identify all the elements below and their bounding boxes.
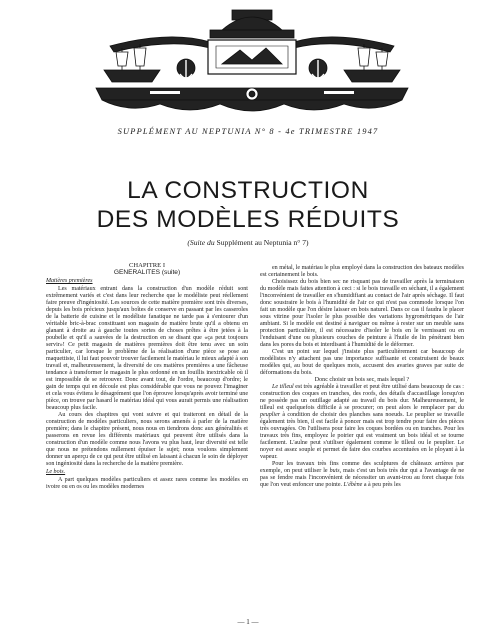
chapter-title: GENERALITES (suite) xyxy=(113,269,181,277)
emphasis: du peuplier xyxy=(260,405,464,419)
emphasis: Le tilleul xyxy=(272,384,294,391)
running-head: SUPPLÉMENT AU NEPTUNIA N° 8 - 4e TRIMESTRE 1947 xyxy=(117,127,379,136)
subtitle xyxy=(0,238,496,247)
chapter-number: CHAPITRE I xyxy=(128,262,166,269)
paragraph: Choisissez du bois bien sec ne risquant pas de travailler après la terminaison du modèle mais faites attention à ceci : si le bois travaille en séchant, il a également l'inconvénient de travailler en s'humidifiant au contact de l'air après séchage. Il faut donc soustraire le bois à l'humidité de l'air ce qui n'est pas commode lorsque l'on fait un modèle que l'on désire laisser en bois naturel. Dans ce cas il faudra le placer sous vitrine pour l'isoler le plus possible des variations hygrométriques de l'air ambiant. Si le modèle est destiné à naviguer ou même à rester sur un meuble sans protection particulière, il est nécessaire d'isoler le bois en le vernissant ou en l'enduisant d'une ou plusieurs couches de peinture à l'huile de lin pénétrant bien dans les pores du bois et interdisant à l'humidité de le déformer. xyxy=(260,279,464,349)
emphasis: L'ébène xyxy=(343,482,363,489)
title-line-1: LA CONSTRUCTION xyxy=(127,177,369,204)
text-run: Pour les travaux très fins comme des sculptures de châteaux arrières par exemple, on peut utiliser le xyxy=(260,461,464,475)
title-line-2: DES MODÈLES RÉDUITS xyxy=(96,206,400,233)
section-heading-wood: Le bois. xyxy=(46,469,66,476)
text-run: est très agréable à travailler et peut être utilisé dans beaucoup de cas : construction des coques en tranches, des roofs, des détails d'accastillage lorsqu'on ne possède pas un outillage adapté au travail du bois dur. Malheureusement, le tilleul est quelquefois difficile à se procurer; on peut alors le remplacer par xyxy=(260,384,464,412)
paragraph xyxy=(260,461,464,489)
text-run: à condition de choisir des planches sans noeuds. Le peuplier se travaille également très bien, il est facile à poncer mais est trop tendre pour faire des pièces très ouvragées. On l'utilisera pour faire les coques bordées ou en tranches. Pour les travaux très fins, employez le poirier qui est vraiment un bois idéal et se tourne facilement. L'aulne peut s'utiliser également comme le tilleul ou le peuplier. Le noyer est assez souple et permet de faire des courbes accentuées en le ployant à la vapeur. xyxy=(260,412,464,461)
section-heading-materials: Matières premières xyxy=(46,278,93,285)
page-number: — 1 — xyxy=(237,618,259,626)
nautical-frieze-illustration xyxy=(90,8,414,120)
page-title xyxy=(0,176,496,234)
emphasis: buis xyxy=(329,468,340,475)
paragraph: C'est un point sur lequel j'insiste plus particulièrement car beaucoup de modélistes n'y attachent pas une importance suffisante et construisent de beaux modèles qui, au bout de quelques mois, accusent des avaries graves par suite de déformations du bois. xyxy=(260,349,464,377)
left-column xyxy=(46,262,248,492)
paragraph: Au cours des chapitres qui vont suivre et qui traiteront en détail de la construction de modèles particuliers, nous serons amenés à parler de la matière première; dans le chapitre présent, nous nous en tiendrons donc aux généralités et passerons en revue les différents matériaux qui peuvent être utilisés dans la construction d'un modèle comme nous l'avons vu plus haut, leur diversité est telle que nous ne prétendons nullement épuiser le sujet; nous voulons simplement donner un aperçu de ce qui peut être utilisé en laissant à chacun le soin de déployer son ingéniosité dans la recherche de la matière première. xyxy=(46,412,248,468)
text-run: a à peu près les xyxy=(362,482,401,489)
paragraph-question: Donc choisir un bois sec, mais lequel ? xyxy=(314,377,410,384)
paragraph xyxy=(260,384,464,461)
subtitle-main: Supplément au Neptunia n° 7) xyxy=(216,238,309,247)
paragraph: A part quelques modèles particuliers et assez rares comme les modèles en ivoire ou en os ou les modèles modernes xyxy=(46,477,248,491)
paragraph: en métal, le matériau le plus employé dans la construction des bateaux modèles est certainement le bois. xyxy=(260,265,464,279)
subtitle-prefix: (Suite du xyxy=(187,238,215,247)
text-run: , mais c'est un bois très dur qui a l'avantage de ne pas se fendre mais l'inconvénient de nécessiter un avant-trou au foret chaque fois que l'on veut enfoncer une pointe. xyxy=(260,468,464,489)
right-column xyxy=(260,265,464,490)
paragraph: Les matériaux entrant dans la construction d'un modèle réduit sont extrêmement variés et c'est dans leur recherche que le modéliste peut réellement faire preuve d'ingéniosité. Les sources de cette matière première sont très diverses, depuis les bois précieux jusqu'aux boîtes de conserve en passant par les casseroles de la batterie de cuisine et le modéliste fanatique ne tarde pas à s'entourer d'un véritable bric-à-brac constituant son magasin de matière brute qu'il a obtenu en glanant à droite au à gauche toutes sortes de choses prêtes à être jetées à la poubelle et qu'il a sauvées de la destruction en se disant que «ça peut toujours servir»! Ce petit magasin de matières premières doit être tenu avec un soin particulier, car lorsque le problème de la réalisation d'une pièce se pose au maquettiste, il lui faut pouvoir trouver facilement le matériau le mieux adapté à son travail et, malheureusement, la diversité de ces matières premières a une fâcheuse tendance à transformer le magasin le plus ordonné en un fouillis inextricable où il est impossible de se retrouver. Donc avant tout, de l'ordre, beaucoup d'ordre; le gain de temps qui en découle est plus considérable que vous ne pouvez l'imaginer et cela vous évitera le désagrément que l'on éprouve lorsqu'après avoir terminé une pièce, on trouve par hasard le matériau idéal qui vous aurait permis une réalisation beaucoup plus facile. xyxy=(46,286,248,412)
